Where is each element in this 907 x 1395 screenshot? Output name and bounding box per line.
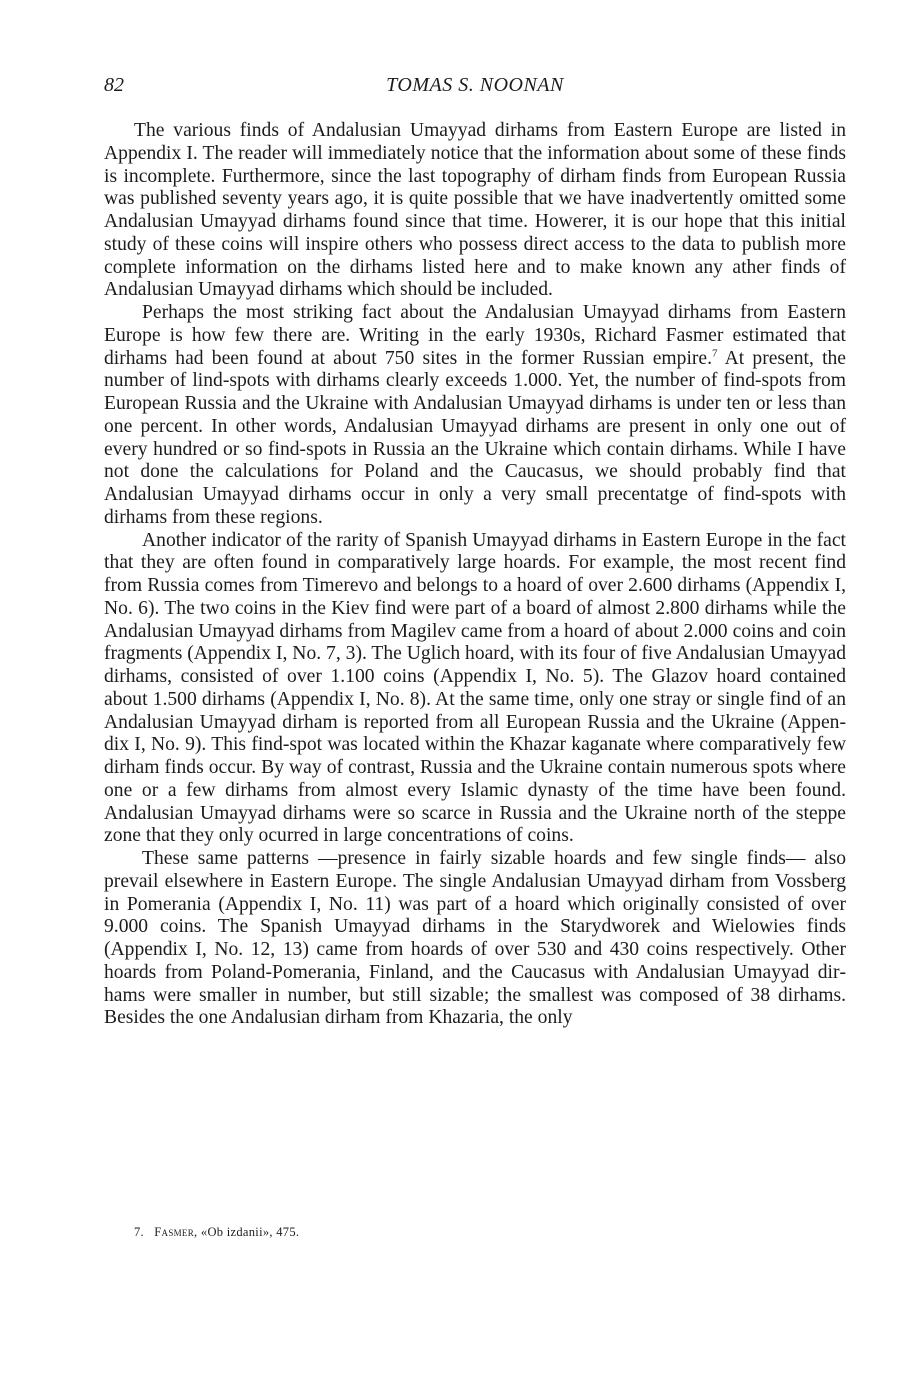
footnote-reference[interactable]: 7 [712,346,718,359]
paragraph-2-part-a: Perhaps the most striking fact about the Andalusian Umayyad dirhams from Eastern Europe is how few there are. Writing in the early 1930s, Richard Fasmer estimated that dirhams had been found at about 750 sites in the former Russian empire. [104,302,846,369]
paragraph-3: Another indicator of the rarity of Spanish Umayyad dirhams in Eastern Europe in the fact that they are often found in comparatively large hoards. For example, the most recent find from Russia comes from Timerevo and belongs to a hoard of over 2.600 dirhams (Appendix I, No. 6). The two coins in the Kiev find were part of a board of almost 2.800 dirhams while the Andalusian Umayyad dirhams from Magilev came from a hoard of about 2.000 coins and coin fragments (Appendix I, No. 7, 3). The Uglich hoard, with its four of five Andalusian Umayyad dirhams, consisted of over 1.100 coins (Appendix I, No. 5). The Glazov hoard contained about 1.500 dirhams (Appendix I, No. 8). At the same time, only one stray or single find of an Andalusian Umayyad dirham is reported from all European Russia and the Ukraine (Appendix I, No. 9). This find-spot was located within the Khazar kaganate where comparatively few dirham finds occur. By way of contrast, Russia and the Ukraine contain numerous spots where one or a few dirhams from almost every Islamic dynasty of the time have been found. Andalusian Umayyad dirhams were so scarce in Russia and the Ukraine north of the steppe zone that they only ocurred in large concentrations of coins. [104,529,846,847]
footnote-number: 7. [134,1225,144,1239]
footnote-text: «Ob izdanii», 475. [200,1225,300,1239]
paragraph-2 [104,302,846,530]
paragraph-2-part-b: At present, the number of lind-spots with dirhams clearly exceeds 1.000. Yet, the number of find-spots from European Russia and the Ukraine with Andalusian Umayyad dirhams is under ten or less than one percent. In other words, Andalusian Umayyad dirhams are present in only one out of every hundred or so find-spots in Russia an the Ukraine which contain dirhams. While I have not done the calculations for Poland and the Caucasus, we should probably find that Andalusian Umayyad dirhams occur in only a very small precentatge of find-spots with dirhams from these regions. [104,347,847,528]
running-head [102,74,848,100]
footnote-author: Fasmer, [154,1225,198,1239]
paragraph-1: The various finds of Andalusian Umayyad dirhams from Eastern Europe are listed in Appendix I. The reader will immediately notice that the information about some of these finds is incomplete. Furthermore, since the last topography of dirham finds from European Russia was published seventy years ago, it is quite possible that we have inadvertently omitted some Andalusian Umayyad dirhams found since that time. Howerer, it is our hope that this initial study of these coins will inspire others who possess direct access to the data to publish more complete information on the dirhams listed here and to make known any ather finds of Andalusian Umayyad dirhams which should be included. [104,120,846,301]
page-number: 82 [104,74,124,96]
footnote [134,1225,299,1240]
running-title: TOMAS S. NOONAN [386,74,564,96]
paragraph-4: These same patterns —presence in fairly sizable hoards and few single finds— also prevail elsewhere in Eastern Europe. The single Andalusian Umayyad dirham from Vossberg in Pomerania (Appendix I, No. 11) was part of a hoard which originally consisted of over 9.000 coins. The Spanish Umayyad dirhams in the Starydworek and Wielowies finds (Appendix I, No. 12, 13) came from hoards of over 530 and 430 coins respectively. Other hoards from Poland-Pomerania, Finland, and the Caucasus with Andalusian Umayyad dirhams were smaller in number, but still sizable; the smallest was composed of 38 dirhams. Besides the one Andalusian dirham from Khazaria, the only [104,848,846,1029]
body-text [104,120,846,1030]
